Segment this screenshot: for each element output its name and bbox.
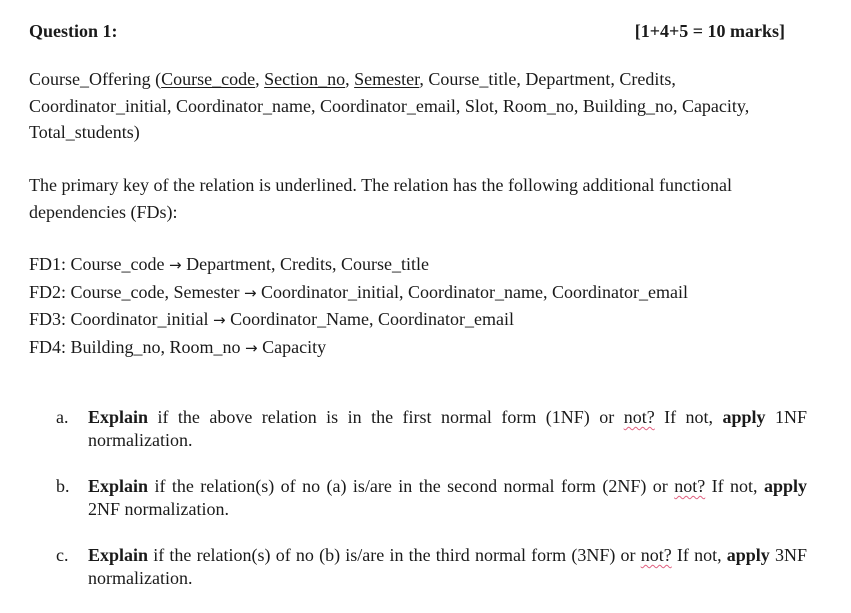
pk-attribute: Semester: [354, 69, 420, 89]
question-text: if the relation(s) of no (a) is/are in the second normal form (2NF) or: [148, 476, 675, 496]
arrow-icon: →: [245, 338, 258, 357]
relation-attributes: , Course_title, Department, Credits, Coordinator_initial, Coordinator_name, Coordinator_email, Slot, Room_no, Building_no, Capacity, Total_students): [29, 69, 750, 142]
fd-lhs: Building_no, Room_no: [70, 336, 241, 357]
keyword: Explain: [88, 476, 149, 496]
question-list: [50, 406, 807, 613]
keyword: apply: [763, 476, 807, 496]
question-text: If not,: [671, 545, 727, 565]
question-text: if the relation(s) of no (b) is/are in the third normal form (3NF) or: [148, 545, 641, 565]
fd-rhs: Coordinator_Name, Coordinator_email: [230, 309, 515, 329]
fd-lhs: Coordinator_initial: [70, 309, 209, 329]
question-text: if the above relation is in the first normal form (1NF) or: [148, 407, 624, 427]
item-marker: c.: [56, 545, 69, 565]
spellcheck-word: not?: [623, 407, 655, 427]
keyword: Explain: [88, 545, 149, 565]
pk-attribute: Section_no: [264, 69, 346, 89]
keyword: Explain: [88, 407, 149, 427]
fd-rhs: Coordinator_initial, Coordinator_name, Coordinator_email: [261, 281, 688, 302]
fd-item: [29, 306, 789, 334]
relation-schema: Course_Offering (Course_code, Section_no, Semester, Course_title, Department, Credits, Coordinator_initial, Coordinator_name, Coordinator_email, Slot, Room_no, Building_no, Capacity, Total_students): [29, 69, 750, 142]
fd-item: [29, 251, 789, 279]
arrow-icon: →: [169, 256, 182, 274]
fd-item: [29, 334, 789, 362]
marks-label: [1+4+5 = 10 marks]: [634, 21, 785, 41]
question-title: Question 1:: [29, 21, 118, 41]
fd-label: FD3:: [29, 309, 71, 329]
fd-list: [29, 251, 789, 361]
fd-rhs: Capacity: [262, 336, 327, 357]
relation-name: Course_Offering (: [29, 69, 162, 89]
keyword: apply: [722, 407, 766, 427]
spellcheck-word: not?: [640, 545, 672, 565]
fd-label: FD4:: [29, 336, 71, 357]
question-text: If not,: [705, 476, 764, 496]
fd-item: [29, 279, 789, 307]
question-text: 2NF normalization.: [88, 499, 229, 519]
question-item-a: [50, 406, 807, 452]
fd-label: FD1:: [29, 254, 71, 274]
keyword: apply: [726, 545, 770, 565]
question-item-b: [50, 475, 807, 521]
question-text: If not,: [654, 407, 723, 427]
fd-label: FD2:: [29, 281, 71, 302]
question-text: 3NF normalization.: [88, 545, 807, 588]
arrow-icon: →: [243, 283, 257, 302]
fd-lhs: Course_code: [70, 254, 165, 274]
question-item-c: [50, 544, 807, 590]
item-marker: b.: [56, 476, 70, 496]
item-marker: a.: [56, 407, 69, 427]
fd-rhs: Department, Credits, Course_title: [186, 254, 430, 274]
arrow-icon: →: [213, 311, 226, 329]
pk-note: The primary key of the relation is underlined. The relation has the following additional functional dependencies (FDs):: [29, 175, 732, 222]
question-text: 1NF normalization.: [88, 407, 807, 450]
pk-attribute: Course_code: [161, 69, 256, 89]
fd-lhs: Course_code, Semester: [70, 281, 240, 302]
spellcheck-word: not?: [674, 476, 706, 496]
